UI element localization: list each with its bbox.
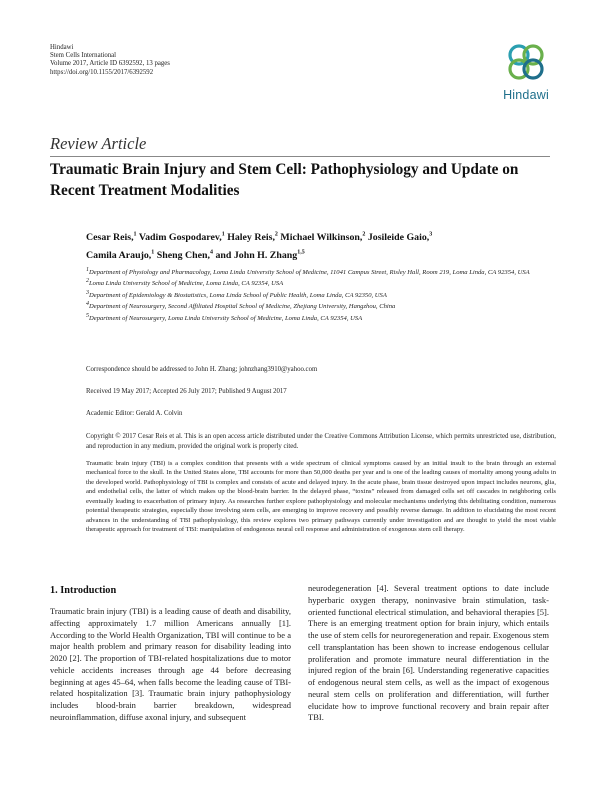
hindawi-logo bbox=[496, 40, 556, 106]
author: Josileide Gaio,$^3$ bbox=[367, 232, 433, 244]
publisher-name: Hindawi bbox=[50, 44, 74, 51]
journal-info bbox=[50, 44, 170, 77]
author: Sheng Chen,$^4$ bbox=[156, 249, 213, 262]
body-column-left: Traumatic brain injury (TBI) is a leading cause of death and disability, affecting approximately 1.7 million Americans annually [1]. According to the World Health Organization, TBI will continue to be a major health problem and primary reason for disability leading into 2020 [2]. The proportion of TBI-related hospitalizations due to motor vehicle accidents increases through age 44 before decreasing beginning at ages 45–64, when falls become the leading cause of TBI-related hospitalization [3]. Traumatic brain injury pathophysiology includes blood-brain barrier breakdown, widespread neuroinflammation, diffuse axonal injury, and subsequent bbox=[50, 606, 291, 722]
article-type: Review Article bbox=[50, 134, 147, 153]
doi-link[interactable]: https://doi.org/10.1155/2017/6392592 bbox=[50, 68, 154, 76]
author: and John H. Zhang$^{1,5}$ bbox=[215, 249, 305, 262]
author: Camila Araujo,$^1$ bbox=[86, 249, 155, 262]
affiliation: $^4$Department of Neurosurgery, Second Affiliated Hospital School of Medicine, Zhejiang University, Hangzhou, China bbox=[86, 301, 396, 311]
volume-line: Volume 2017, Article ID 6392592, 13 pages bbox=[50, 60, 170, 68]
body-column-right: neurodegeneration [4]. Several treatment options to date include hyperbaric oxygen therapy, noninvasive brain stimulation, task-oriented functional electrical stimulation, and behavioral therapies [5]. There is an emerging treatment option for brain injury, which entails the use of stem cells for neuroregeneration and repair. Exogenous stem cell transplantation has been shown to increase endogenous cellular proliferation and promote immature neural differentiation in the injured region of the brain [6]. Understanding regenerative capacities of endogenous neural stem cells, as well as the impact of exogenous neural stem cells on proliferation and differentiation, will further elucidate how to improve functional recovery and brain repair after TBI. bbox=[308, 583, 549, 723]
publication-dates: Received 19 May 2017; Accepted 26 July 2017; Published 9 August 2017 bbox=[86, 388, 287, 395]
affiliation: $^3$Department of Epidemiology & Biostatistics, Loma Linda School of Public Health, Loma Linda, CA 92350, USA bbox=[86, 289, 387, 300]
correspondence: Correspondence should be addressed to John H. Zhang; johnzhang3910@yahoo.com bbox=[86, 366, 318, 373]
affiliation: $^5$Department of Neurosurgery, Loma Linda University School of Medicine, Loma Linda, CA 92354, USA bbox=[86, 312, 363, 323]
section-heading: 1. Introduction bbox=[50, 585, 117, 596]
article-title: Traumatic Brain Injury and Stem Cell: Pathophysiology and Update on Recent Treatment Modalities bbox=[50, 161, 519, 199]
affiliation: $^2$Loma Linda University School of Medicine, Loma Linda, CA 92354, USA bbox=[86, 278, 284, 288]
affiliation: $^1$Department of Physiology and Pharmacology, Loma Linda University School of Medicine, 11041 Campus Street, Risley Hall, Room 219, Loma Linda, CA 92354, USA bbox=[86, 267, 530, 277]
hindawi-rings-logo-icon bbox=[504, 40, 548, 84]
affiliations bbox=[86, 266, 558, 323]
author: Michael Wilkinson,$^2$ bbox=[280, 232, 366, 244]
academic-editor: Academic Editor: Gerald A. Colvin bbox=[86, 410, 183, 417]
logo-wordmark: Hindawi bbox=[503, 88, 549, 102]
header-divider bbox=[50, 156, 550, 157]
copyright-notice: Copyright © 2017 Cesar Reis et al. This is an open access article distributed under the Creative Commons Attribution License, which permits unrestricted use, distribution, and reproduction in any medium, provided the original work is properly cited. bbox=[86, 433, 556, 450]
author-list bbox=[86, 228, 556, 264]
journal-name: Stem Cells International bbox=[50, 52, 117, 60]
abstract: Traumatic brain injury (TBI) is a complex condition that presents with a wide spectrum of clinical symptoms caused by an initial insult to the brain through an external mechanical force to the skull. In the United States alone, TBI accounts for more than 50,000 deaths per year and is one of the leading causes of mortality among young adults in the developed world. Pathophysiology of TBI is complex and consists of acute and delayed injury. In the acute phase, brain tissue destroyed upon impact includes neurons, glia, and endothelial cells, the latter of which makes up the blood-brain barrier. In the delayed phase, “toxins” released from damaged cells set off cascades in neighboring cells eventually leading to exacerbation of primary injury. As researches further explore pathophysiology and molecular mechanisms underlying this debilitating condition, numerous potential therapeutic strategies, especially those involving stem cells, are emerging to improve recovery and possibly reverse damage. In addition to elucidating the most recent advances in the understanding of TBI pathophysiology, this review explores two primary pathways currently under investigation and are thought to yield the most viable therapeutic approach for treatment of TBI: manipulation of endogenous neural cell response and administration of exogenous stem cell therapy. bbox=[86, 460, 556, 534]
author: Cesar Reis,$^1$ bbox=[86, 232, 137, 244]
author: Vadim Gospodarev,$^1$ bbox=[138, 232, 225, 244]
author: Haley Reis,$^2$ bbox=[227, 232, 278, 244]
